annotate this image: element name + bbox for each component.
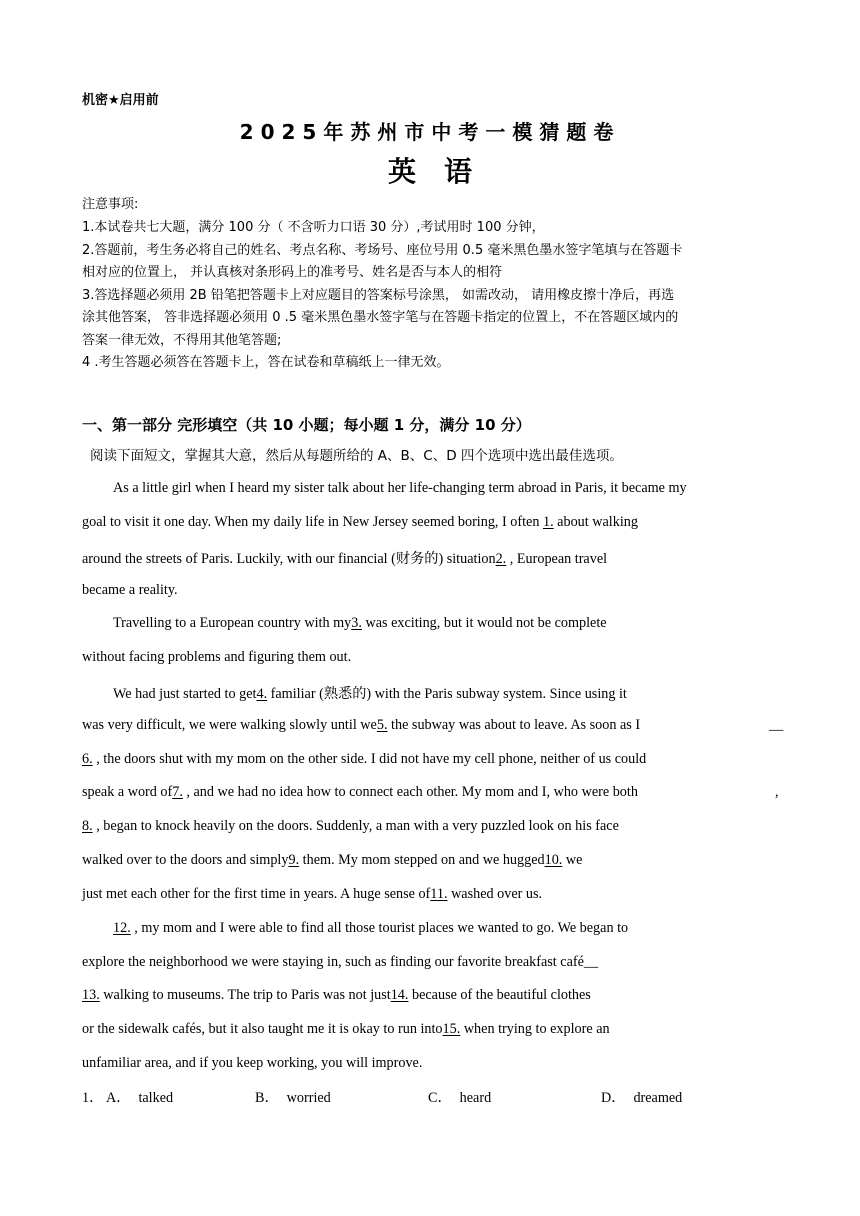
option-letter: C． (428, 1090, 452, 1106)
passage-line: became a reality. (82, 582, 178, 598)
passage-line: speak a word of7. , and we had no idea how to connect each other. My mom and I, who were both (82, 784, 638, 800)
option-text: dreamed (633, 1090, 683, 1106)
note-line-3: 相对应的位置上， 并认真核对条形码上的准考号、姓名是否与本人的相符 (82, 265, 503, 280)
passage-line: around the streets of Paris. Luckily, with our financial (财务的) situation2. , European travel (82, 551, 608, 567)
note-line-1: 1.本试卷共七大题，满分 100 分（ 不含听力口语 30 分）,考试用时 100 分钟， (82, 220, 545, 235)
passage-line: Travelling to a European country with my3. was exciting, but it would not be complete (113, 615, 607, 631)
passage-line: We had just started to get4. familiar (熟悉的) with the Paris subway system. Since using it (113, 686, 627, 702)
passage-line: explore the neighborhood we were staying in, such as finding our favorite breakfast café__ (82, 954, 599, 970)
option-a[interactable] (106, 1087, 173, 1107)
blank-2: 2. (495, 551, 507, 567)
blank-1: 1. (542, 514, 554, 530)
option-letter: B． (255, 1090, 279, 1106)
blank-10: 10. (544, 852, 563, 868)
blank-8: 8. (82, 818, 93, 834)
option-text: worried (286, 1090, 331, 1106)
blank-4: 4. (256, 686, 268, 702)
blank-15: 15. (442, 1021, 461, 1037)
blank-13: 13. (82, 987, 100, 1003)
note-line-6: 答案一律无效，不得用其他笔答题; (82, 333, 282, 348)
passage-line: 6. , the doors shut with my mom on the other side. I did not have my cell phone, neither of us could (82, 751, 647, 767)
passage-line: 8. , began to knock heavily on the doors. Suddenly, a man with a very puzzled look on his face (82, 818, 619, 834)
blank-11: 11. (430, 886, 448, 902)
blank-3: 3. (351, 615, 362, 631)
passage-line: walked over to the doors and simply9. them. My mom stepped on and we hugged10. we (82, 852, 583, 868)
blank-12: 12. (113, 920, 131, 936)
question-number: 1． (82, 1090, 104, 1106)
passage-line: 13. walking to museums. The trip to Paris was not just14. because of the beautiful clothes (82, 987, 591, 1003)
option-text: talked (138, 1090, 174, 1106)
notes-heading: 注意事项: (82, 197, 139, 212)
option-letter: A． (106, 1090, 131, 1106)
line-overflow-mark: , (775, 784, 779, 800)
option-d[interactable] (601, 1087, 682, 1107)
blank-14: 14. (390, 987, 409, 1003)
blank-6: 6. (82, 751, 93, 767)
option-text: heard (459, 1090, 492, 1106)
blank-7: 7. (172, 784, 183, 800)
option-b[interactable] (255, 1087, 331, 1107)
confidential-label: 机密★启用前 (82, 93, 159, 108)
section-instruction: 阅读下面短文，掌握其大意，然后从每题所给的 A、B、C、D 四个选项中选出最佳选项。 (90, 448, 623, 464)
passage-line: As a little girl when I heard my sister talk about her life-changing term abroad in Paris, it became my (113, 480, 687, 496)
passage-line: goal to visit it one day. When my daily life in New Jersey seemed boring, I often 1. about walking (82, 514, 638, 530)
passage-line: was very difficult, we were walking slowly until we5. the subway was about to leave. As soon as I (82, 717, 641, 733)
exam-title: 2025年苏州市中考一模猜题卷 (239, 120, 621, 144)
passage-line: without facing problems and figuring them out. (82, 649, 352, 665)
blank-9: 9. (288, 852, 300, 868)
passage-line: or the sidewalk cafés, but it also taught me it is okay to run into15. when trying to explore an (82, 1021, 610, 1037)
passage-line: just met each other for the first time in years. A huge sense of11. washed over us. (82, 886, 543, 902)
note-line-7: 4 .考生答题必须答在答题卡上，答在试卷和草稿纸上一律无效。 (82, 355, 450, 370)
passage-line: unfamiliar area, and if you keep working, you will improve. (82, 1055, 423, 1071)
subject-title: 英语 (387, 155, 500, 188)
note-line-4: 3.答选择题必须用 2B 铅笔把答题卡上对应题目的答案标号涂黑， 如需改动， 请用橡皮擦十净后，再选 (82, 288, 675, 303)
passage-line: 12. , my mom and I were able to find all those tourist places we wanted to go. We began to (113, 920, 629, 936)
blank-5: 5. (376, 717, 388, 733)
option-letter: D． (601, 1090, 626, 1106)
line-overflow-mark: __ (769, 717, 784, 733)
section-title: 一、第一部分 完形填空（共 10 小题；每小题 1 分，满分 10 分） (82, 416, 531, 434)
note-line-5: 涂其他答案， 答非选择题必须用 0 .5 毫米黑色墨水签字笔与在答题卡指定的位置上，不在答题区域内的 (82, 310, 679, 325)
note-line-2: 2.答题前，考生务必将自己的姓名、考点名称、考场号、座位号用 0.5 毫米黑色墨水签字笔填与在答题卡 (82, 243, 683, 258)
option-c[interactable] (428, 1087, 491, 1107)
